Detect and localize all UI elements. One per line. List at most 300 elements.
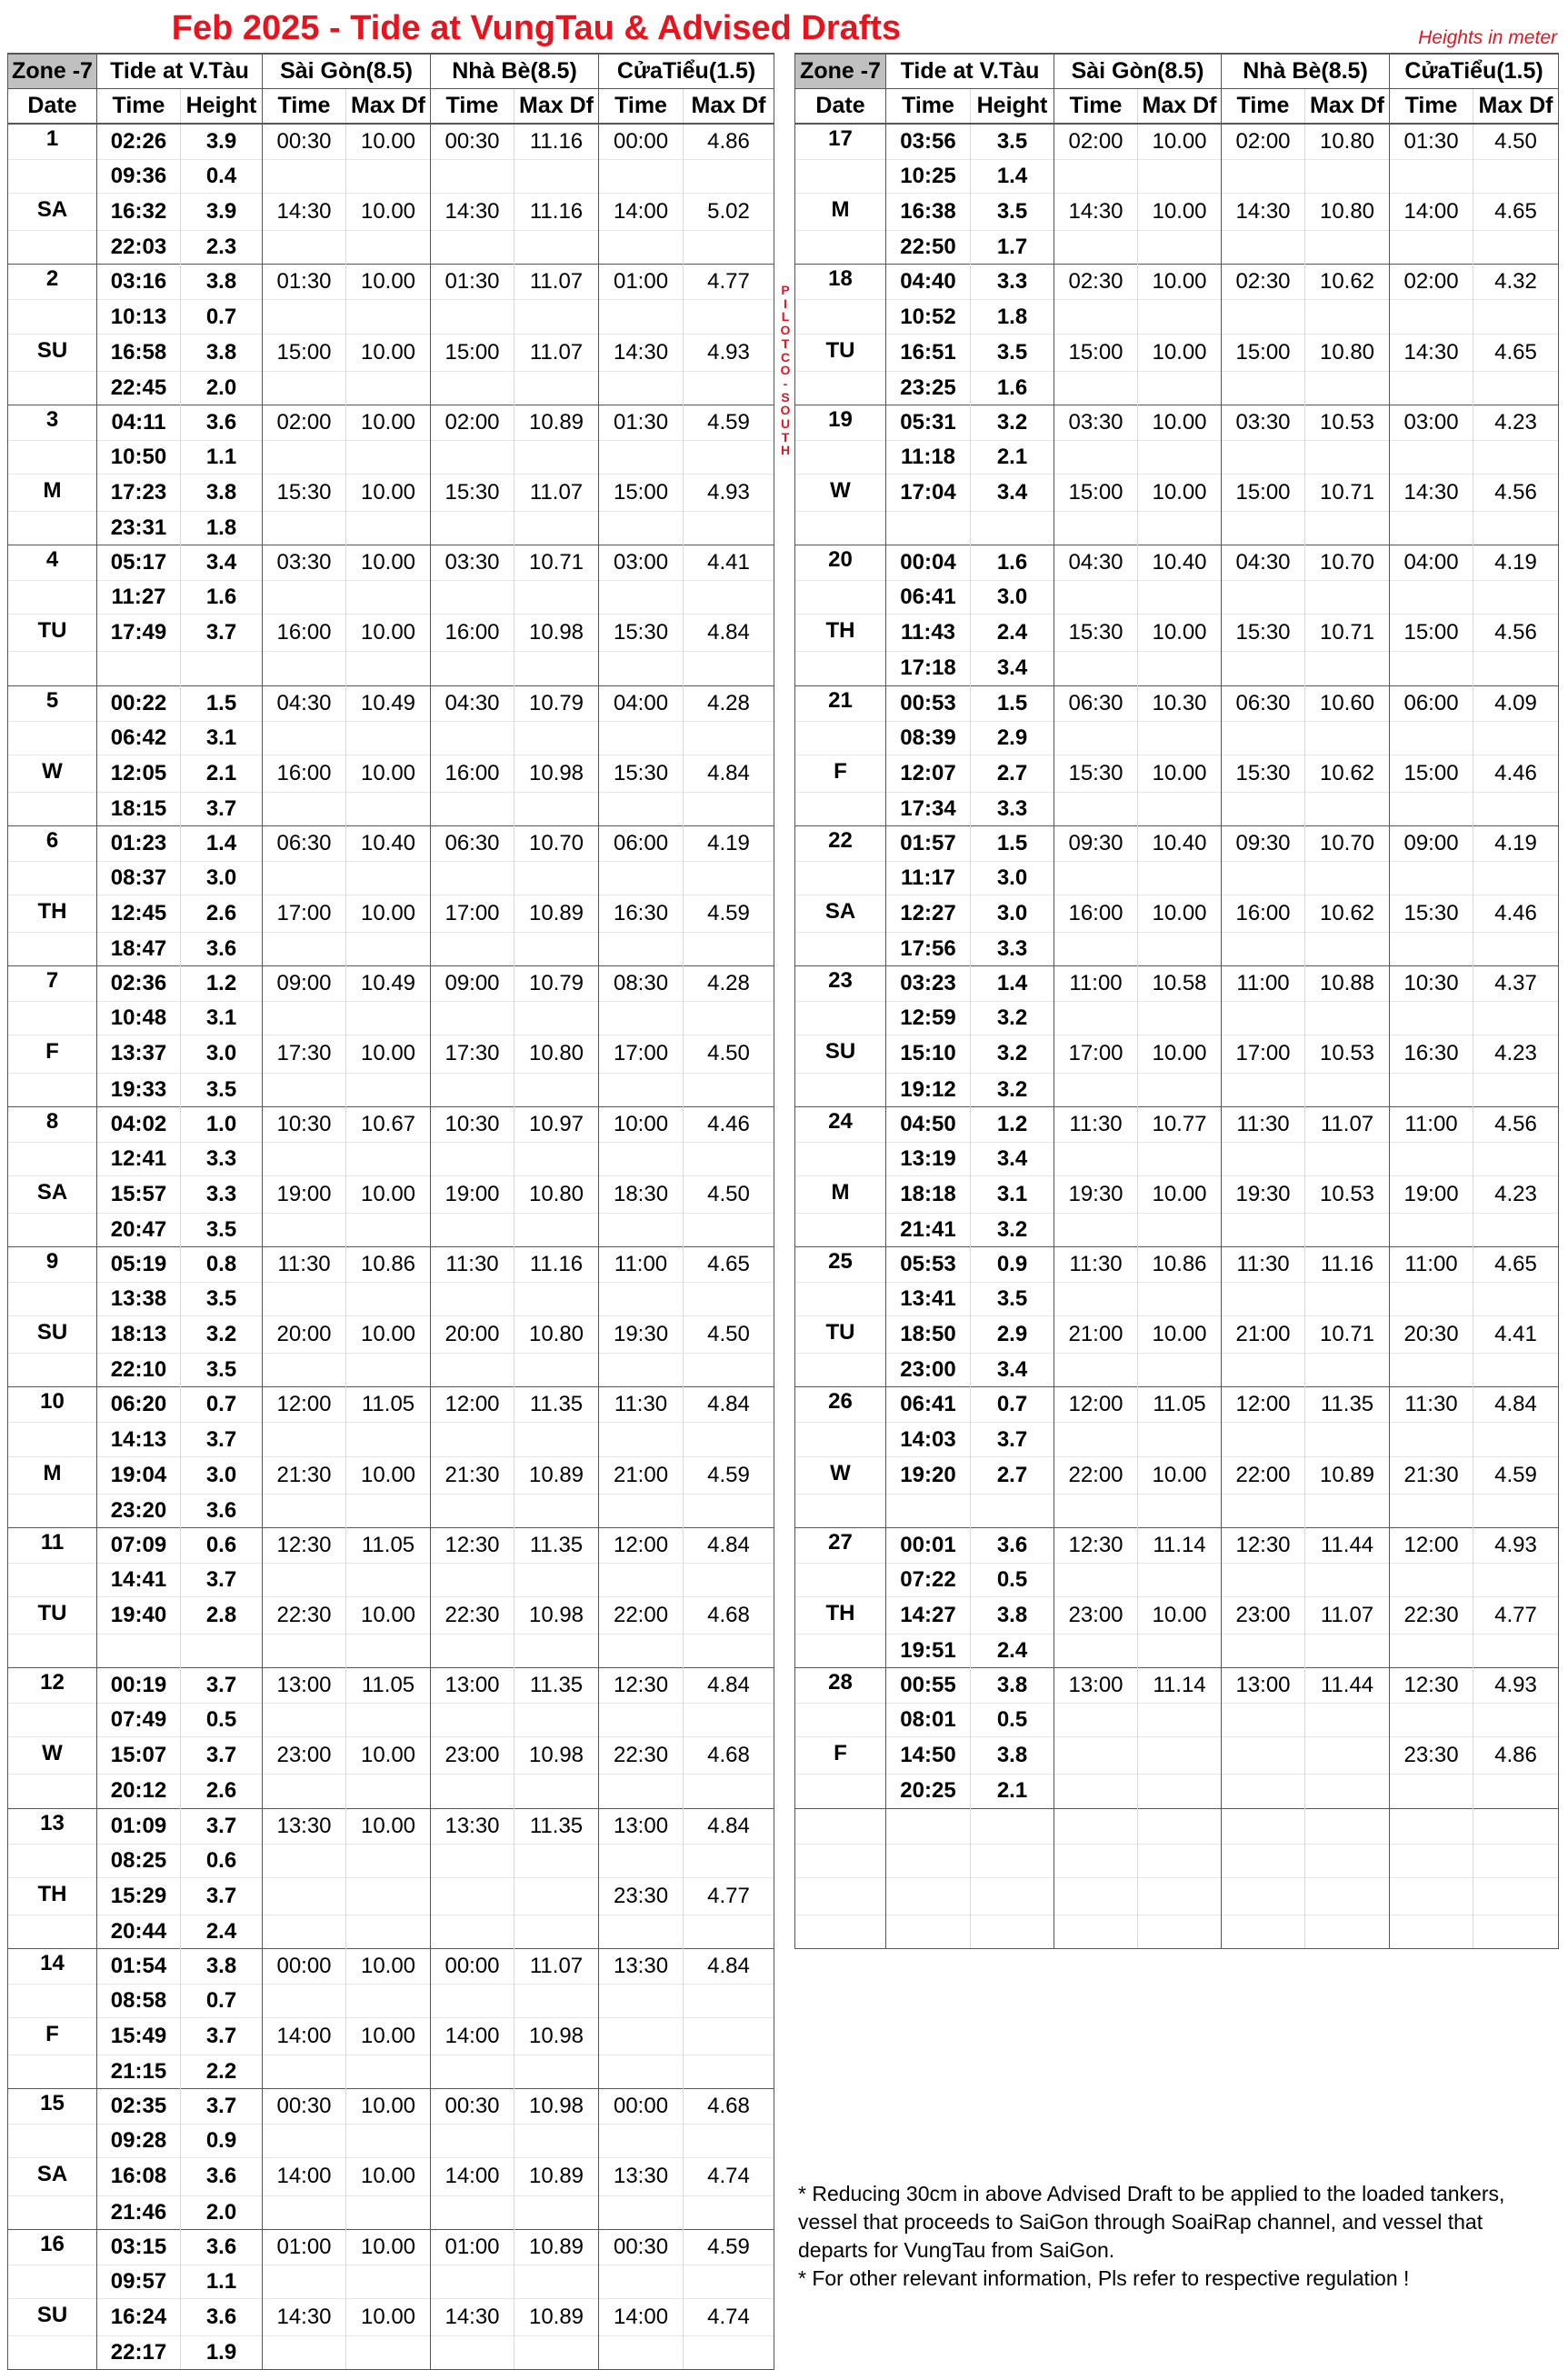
empty-cell	[263, 2055, 346, 2089]
empty-cell	[263, 1423, 346, 1456]
empty-cell	[514, 2265, 599, 2298]
nhabe-maxdf-cell: 10.98	[514, 615, 599, 652]
saigon-maxdf-cell: 11.05	[346, 1387, 431, 1423]
tide-time-cell	[886, 512, 971, 545]
cuatieu-maxdf-cell: 4.23	[1473, 1035, 1559, 1073]
empty-cell	[684, 1283, 774, 1316]
nhabe-time-cell: 00:00	[431, 1948, 514, 1984]
tide-height-cell: 3.6	[181, 933, 263, 966]
date-cell: 19	[795, 405, 886, 440]
empty-cell	[599, 1915, 684, 1948]
saigon-maxdf-cell: 10.00	[346, 1948, 431, 1984]
cuatieu-time-cell	[1390, 1808, 1473, 1844]
table-row	[8, 1002, 774, 1035]
empty-cell	[1138, 1213, 1222, 1246]
nhabe-time-cell: 11:30	[431, 1247, 514, 1283]
table-row	[8, 405, 774, 440]
empty-cell	[346, 371, 431, 405]
empty-cell	[1222, 1844, 1305, 1877]
cuatieu-time-cell: 12:00	[1390, 1527, 1473, 1563]
empty-cell	[1222, 721, 1305, 755]
empty-cell	[1473, 160, 1559, 194]
empty-cell	[1305, 231, 1390, 265]
saigon-time-cell: 16:00	[263, 755, 346, 792]
cuatieu-maxdf-cell: 4.50	[684, 1035, 774, 1073]
saigon-maxdf-cell: 10.00	[1138, 1456, 1222, 1494]
nhabe-maxdf-cell: 10.53	[1305, 405, 1390, 440]
empty-cell	[431, 933, 514, 966]
empty-cell	[1390, 933, 1473, 966]
empty-cell	[1473, 1354, 1559, 1387]
empty-cell	[431, 2195, 514, 2229]
empty-cell	[514, 1423, 599, 1456]
table-row	[8, 581, 774, 615]
empty-cell	[1305, 1002, 1390, 1035]
tide-height-cell	[971, 1844, 1054, 1877]
date-cell: 9	[8, 1247, 97, 1283]
saigon-time-cell: 14:00	[263, 2018, 346, 2055]
tide-height-cell: 3.5	[181, 1213, 263, 1246]
nhabe-time-cell: 17:00	[1222, 1035, 1305, 1073]
empty-cell	[263, 933, 346, 966]
empty-cell	[263, 371, 346, 405]
empty-cell	[1222, 1213, 1305, 1246]
empty-cell	[8, 512, 97, 545]
tide-height-cell: 2.3	[181, 231, 263, 265]
tide-table-left	[7, 53, 774, 2370]
empty-cell	[795, 300, 886, 334]
saigon-maxdf-cell: 10.00	[1138, 1596, 1222, 1634]
saigon-time-cell: 21:30	[263, 1456, 346, 1494]
empty-cell	[795, 1775, 886, 1808]
table-row	[795, 755, 1559, 792]
nhabe-maxdf-cell: 10.89	[1305, 1456, 1390, 1494]
tide-time-cell: 21:46	[97, 2195, 181, 2229]
empty-cell	[599, 440, 684, 474]
cuatieu-time-cell	[1390, 1877, 1473, 1915]
tide-height-cell: 1.1	[181, 2265, 263, 2298]
empty-cell	[1390, 1002, 1473, 1035]
empty-cell	[431, 1494, 514, 1527]
table-row	[8, 2089, 774, 2125]
tide-time-cell: 12:27	[886, 895, 971, 933]
tide-height-cell: 3.7	[181, 2089, 263, 2125]
empty-cell	[599, 371, 684, 405]
tide-height-cell: 1.6	[971, 371, 1054, 405]
table-row	[795, 1635, 1559, 1668]
empty-cell	[1305, 933, 1390, 966]
empty-cell	[1390, 512, 1473, 545]
saigon-time-cell: 00:00	[263, 1948, 346, 1984]
date-cell: 8	[8, 1106, 97, 1142]
empty-cell	[1473, 1494, 1559, 1527]
weekday-cell: SA	[8, 1175, 97, 1213]
tide-height-cell: 1.8	[181, 512, 263, 545]
table-row	[795, 615, 1559, 652]
tide-time-cell: 12:05	[97, 755, 181, 792]
table-row	[795, 1213, 1559, 1246]
empty-cell	[1390, 1775, 1473, 1808]
tide-height-cell: 3.5	[181, 1354, 263, 1387]
empty-cell	[346, 440, 431, 474]
date-cell: 25	[795, 1247, 886, 1283]
tide-time-cell: 08:37	[97, 861, 181, 895]
empty-cell	[346, 1494, 431, 1527]
nhabe-maxdf-cell: 10.98	[514, 1737, 599, 1775]
nhabe-maxdf-cell: 10.80	[1305, 194, 1390, 231]
tide-height-cell: 3.0	[971, 581, 1054, 615]
cuatieu-maxdf-cell: 4.65	[1473, 194, 1559, 231]
date-cell: 20	[795, 545, 886, 581]
empty-cell	[8, 440, 97, 474]
saigon-maxdf-cell: 10.00	[346, 2298, 431, 2335]
empty-cell	[1222, 440, 1305, 474]
empty-cell	[1473, 721, 1559, 755]
empty-cell	[263, 440, 346, 474]
empty-cell	[346, 1073, 431, 1106]
saigon-time-cell: 22:00	[1054, 1456, 1138, 1494]
tide-time-cell: 19:51	[886, 1635, 971, 1668]
zone-header: Zone -7	[795, 54, 886, 89]
saigon-time-cell: 21:00	[1054, 1316, 1138, 1354]
tide-height-cell: 1.2	[181, 966, 263, 1002]
empty-cell	[795, 933, 886, 966]
saigon-maxdf-cell: 10.00	[346, 2229, 431, 2265]
table-row	[8, 1668, 774, 1704]
tide-time-cell	[886, 1808, 971, 1844]
tide-time-cell: 12:07	[886, 755, 971, 792]
empty-cell	[684, 861, 774, 895]
table-row	[8, 933, 774, 966]
saigon-maxdf-cell: 10.00	[346, 194, 431, 231]
empty-cell	[431, 1002, 514, 1035]
tide-time-cell: 18:47	[97, 933, 181, 966]
empty-cell	[431, 721, 514, 755]
table-row	[795, 652, 1559, 685]
empty-cell	[1473, 512, 1559, 545]
empty-cell	[514, 1775, 599, 1808]
nhabe-maxdf-cell: 10.80	[1305, 334, 1390, 371]
tide-time-cell: 17:34	[886, 792, 971, 825]
tide-height-cell: 1.5	[971, 685, 1054, 721]
tide-height-cell	[971, 1494, 1054, 1527]
date-col-header: Date	[795, 89, 886, 125]
cuatieu-time-cell: 01:00	[599, 265, 684, 300]
cuatieu-maxdf-cell: 4.23	[1473, 405, 1559, 440]
empty-cell	[1222, 1915, 1305, 1948]
empty-cell	[1138, 933, 1222, 966]
tide-time-cell	[886, 1844, 971, 1877]
cuatieu-maxdf-cell: 4.93	[1473, 1668, 1559, 1704]
empty-cell	[8, 1844, 97, 1877]
table-row	[795, 1668, 1559, 1704]
empty-cell	[1390, 792, 1473, 825]
tide-time-cell: 00:53	[886, 685, 971, 721]
tide-time-cell: 11:43	[886, 615, 971, 652]
empty-cell	[1390, 371, 1473, 405]
empty-cell	[431, 861, 514, 895]
table-row	[795, 1035, 1559, 1073]
table-row	[795, 933, 1559, 966]
nhabe-time-cell: 12:00	[1222, 1387, 1305, 1423]
empty-cell	[263, 1635, 346, 1668]
empty-cell	[8, 652, 97, 685]
empty-cell	[431, 652, 514, 685]
weekday-cell: M	[8, 474, 97, 511]
empty-cell	[1222, 861, 1305, 895]
side-text-letter: T	[781, 335, 790, 351]
cuatieu-time-cell: 16:30	[599, 895, 684, 933]
empty-cell	[1222, 1142, 1305, 1175]
tide-height-cell: 0.9	[181, 2125, 263, 2158]
tide-height-cell: 3.7	[181, 1563, 263, 1596]
tide-header: Tide at V.Tàu	[97, 54, 263, 89]
empty-cell	[514, 231, 599, 265]
tide-height-cell: 0.9	[971, 1247, 1054, 1283]
empty-cell	[599, 1775, 684, 1808]
cuatieu-time-cell: 15:00	[1390, 615, 1473, 652]
nhabe-time-cell: 09:00	[431, 966, 514, 1002]
table-row	[8, 2158, 774, 2195]
cuatieu-time-cell: 02:00	[1390, 265, 1473, 300]
saigon-maxdf-cell	[1138, 1877, 1222, 1915]
empty-cell	[599, 2335, 684, 2369]
time-col-header: Time	[97, 89, 181, 125]
cuatieu-time-cell: 19:30	[599, 1316, 684, 1354]
time-col-header: Time	[431, 89, 514, 125]
empty-cell	[795, 652, 886, 685]
cuatieu-time-cell: 06:00	[1390, 685, 1473, 721]
empty-cell	[431, 2335, 514, 2369]
empty-cell	[1305, 1563, 1390, 1596]
empty-cell	[1473, 1073, 1559, 1106]
table-row	[8, 1456, 774, 1494]
table-row	[8, 895, 774, 933]
tide-time-cell: 12:59	[886, 1002, 971, 1035]
empty-cell	[1054, 1213, 1138, 1246]
empty-cell	[431, 1354, 514, 1387]
cuatieu-maxdf-cell: 4.56	[1473, 1106, 1559, 1142]
empty-cell	[1305, 1844, 1390, 1877]
empty-cell	[1390, 160, 1473, 194]
saigon-time-cell: 12:00	[263, 1387, 346, 1423]
empty-cell	[8, 1283, 97, 1316]
tide-time-cell: 16:58	[97, 334, 181, 371]
table-row	[795, 474, 1559, 511]
table-row	[8, 1563, 774, 1596]
empty-cell	[1390, 1283, 1473, 1316]
table-row	[795, 124, 1559, 160]
saigon-time-cell: 11:00	[1054, 966, 1138, 1002]
nhabe-time-cell: 06:30	[431, 825, 514, 861]
table-row	[795, 1073, 1559, 1106]
empty-cell	[795, 371, 886, 405]
tide-height-cell: 0.5	[971, 1563, 1054, 1596]
empty-cell	[1305, 792, 1390, 825]
empty-cell	[599, 933, 684, 966]
tide-height-cell: 3.7	[181, 1808, 263, 1844]
empty-cell	[514, 1844, 599, 1877]
table-row	[795, 1387, 1559, 1423]
cuatieu-maxdf-cell: 4.19	[1473, 825, 1559, 861]
nhabe-time-cell: 20:00	[431, 1316, 514, 1354]
tide-height-cell: 3.7	[181, 2018, 263, 2055]
cuatieu-maxdf-cell: 4.46	[684, 1106, 774, 1142]
saigon-maxdf-cell: 10.00	[346, 1596, 431, 1634]
cuatieu-time-cell: 19:00	[1390, 1175, 1473, 1213]
empty-cell	[1473, 1844, 1559, 1877]
tide-height-cell: 1.4	[971, 160, 1054, 194]
table-row	[795, 1423, 1559, 1456]
tide-height-cell	[971, 512, 1054, 545]
table-row	[8, 685, 774, 721]
cuatieu-time-cell: 15:00	[599, 474, 684, 511]
cuatieu-maxdf-cell: 4.86	[684, 124, 774, 160]
empty-cell	[514, 1984, 599, 2017]
empty-cell	[8, 160, 97, 194]
empty-cell	[8, 231, 97, 265]
nhabe-maxdf-cell: 10.62	[1305, 755, 1390, 792]
empty-cell	[1138, 1844, 1222, 1877]
empty-cell	[8, 371, 97, 405]
empty-cell	[795, 1283, 886, 1316]
saigon-maxdf-cell: 10.67	[346, 1106, 431, 1142]
saigon-header: Sài Gòn(8.5)	[263, 54, 431, 89]
saigon-maxdf-cell: 10.86	[1138, 1247, 1222, 1283]
empty-cell	[514, 1213, 599, 1246]
tide-height-cell: 3.0	[971, 861, 1054, 895]
nhabe-time-cell: 02:30	[1222, 265, 1305, 300]
tide-height-cell: 2.1	[971, 440, 1054, 474]
saigon-time-cell: 03:30	[263, 545, 346, 581]
time-col-header: Time	[1054, 89, 1138, 125]
tide-time-cell: 18:18	[886, 1175, 971, 1213]
empty-cell	[795, 1423, 886, 1456]
table-row	[795, 265, 1559, 300]
empty-cell	[1390, 1844, 1473, 1877]
nhabe-time-cell: 15:30	[431, 474, 514, 511]
empty-cell	[1305, 371, 1390, 405]
saigon-time-cell: 04:30	[1054, 545, 1138, 581]
tide-height-cell: 2.4	[181, 1915, 263, 1948]
table-row	[795, 1527, 1559, 1563]
empty-cell	[599, 1283, 684, 1316]
empty-cell	[8, 2125, 97, 2158]
empty-cell	[1473, 861, 1559, 895]
tide-time-cell: 16:32	[97, 194, 181, 231]
table-row	[795, 966, 1559, 1002]
empty-cell	[599, 2195, 684, 2229]
cuatieu-maxdf-cell: 4.93	[684, 474, 774, 511]
empty-cell	[1138, 160, 1222, 194]
tide-height-cell: 0.6	[181, 1844, 263, 1877]
empty-cell	[514, 721, 599, 755]
empty-cell	[1222, 581, 1305, 615]
saigon-maxdf-cell: 10.00	[1138, 194, 1222, 231]
nhabe-time-cell: 17:30	[431, 1035, 514, 1073]
saigon-maxdf-cell: 10.40	[346, 825, 431, 861]
nhabe-maxdf-cell	[1305, 1808, 1390, 1844]
empty-cell	[1222, 1073, 1305, 1106]
empty-cell	[346, 160, 431, 194]
saigon-time-cell: 06:30	[1054, 685, 1138, 721]
empty-cell	[599, 300, 684, 334]
tide-time-cell: 16:08	[97, 2158, 181, 2195]
side-text-letter: T	[781, 429, 790, 445]
empty-cell	[1305, 1073, 1390, 1106]
cuatieu-maxdf-cell	[1473, 1877, 1559, 1915]
tide-time-cell: 17:18	[886, 652, 971, 685]
empty-cell	[795, 721, 886, 755]
cuatieu-time-cell: 23:30	[599, 1877, 684, 1915]
empty-cell	[8, 2335, 97, 2369]
nhabe-maxdf-cell: 10.80	[1305, 124, 1390, 160]
table-row	[8, 1915, 774, 1948]
tide-height-cell: 3.9	[181, 194, 263, 231]
empty-cell	[684, 1073, 774, 1106]
tide-time-cell: 01:09	[97, 1808, 181, 1844]
weekday-cell: SU	[8, 334, 97, 371]
tide-time-cell: 07:09	[97, 1527, 181, 1563]
tide-height-cell	[971, 1808, 1054, 1844]
tide-height-cell	[181, 1635, 263, 1668]
weekday-cell: TU	[795, 334, 886, 371]
empty-cell	[8, 1704, 97, 1737]
tide-time-cell: 17:49	[97, 615, 181, 652]
empty-cell	[684, 1423, 774, 1456]
tide-time-cell: 11:18	[886, 440, 971, 474]
cuatieu-maxdf-cell: 4.77	[684, 265, 774, 300]
empty-cell	[1305, 581, 1390, 615]
empty-cell	[1390, 581, 1473, 615]
empty-cell	[346, 861, 431, 895]
empty-cell	[795, 1002, 886, 1035]
empty-cell	[346, 652, 431, 685]
empty-cell	[1222, 512, 1305, 545]
empty-cell	[599, 2055, 684, 2089]
empty-cell	[1054, 933, 1138, 966]
tide-time-cell: 02:36	[97, 966, 181, 1002]
empty-cell	[1390, 231, 1473, 265]
empty-cell	[1473, 231, 1559, 265]
empty-cell	[1473, 652, 1559, 685]
table-row	[8, 1596, 774, 1634]
nhabe-time-cell: 02:00	[431, 405, 514, 440]
empty-cell	[1138, 861, 1222, 895]
empty-cell	[1054, 512, 1138, 545]
cuatieu-maxdf-cell: 4.59	[684, 1456, 774, 1494]
empty-cell	[346, 1915, 431, 1948]
empty-cell	[1390, 440, 1473, 474]
nhabe-maxdf-cell: 11.35	[514, 1808, 599, 1844]
tide-height-cell: 2.1	[971, 1775, 1054, 1808]
weekday-cell	[795, 1877, 886, 1915]
empty-cell	[8, 581, 97, 615]
tide-height-cell: 0.7	[181, 1984, 263, 2017]
date-col-header: Date	[8, 89, 97, 125]
tide-height-cell: 3.7	[181, 1877, 263, 1915]
empty-cell	[8, 1775, 97, 1808]
table-row	[8, 2229, 774, 2265]
nhabe-time-cell: 22:30	[431, 1596, 514, 1634]
saigon-time-cell: 19:00	[263, 1175, 346, 1213]
tide-header: Tide at V.Tàu	[886, 54, 1054, 89]
height-col-header: Height	[971, 89, 1054, 125]
tide-time-cell: 23:20	[97, 1494, 181, 1527]
nhabe-time-cell: 21:30	[431, 1456, 514, 1494]
empty-cell	[8, 2195, 97, 2229]
tide-time-cell: 00:19	[97, 1668, 181, 1704]
